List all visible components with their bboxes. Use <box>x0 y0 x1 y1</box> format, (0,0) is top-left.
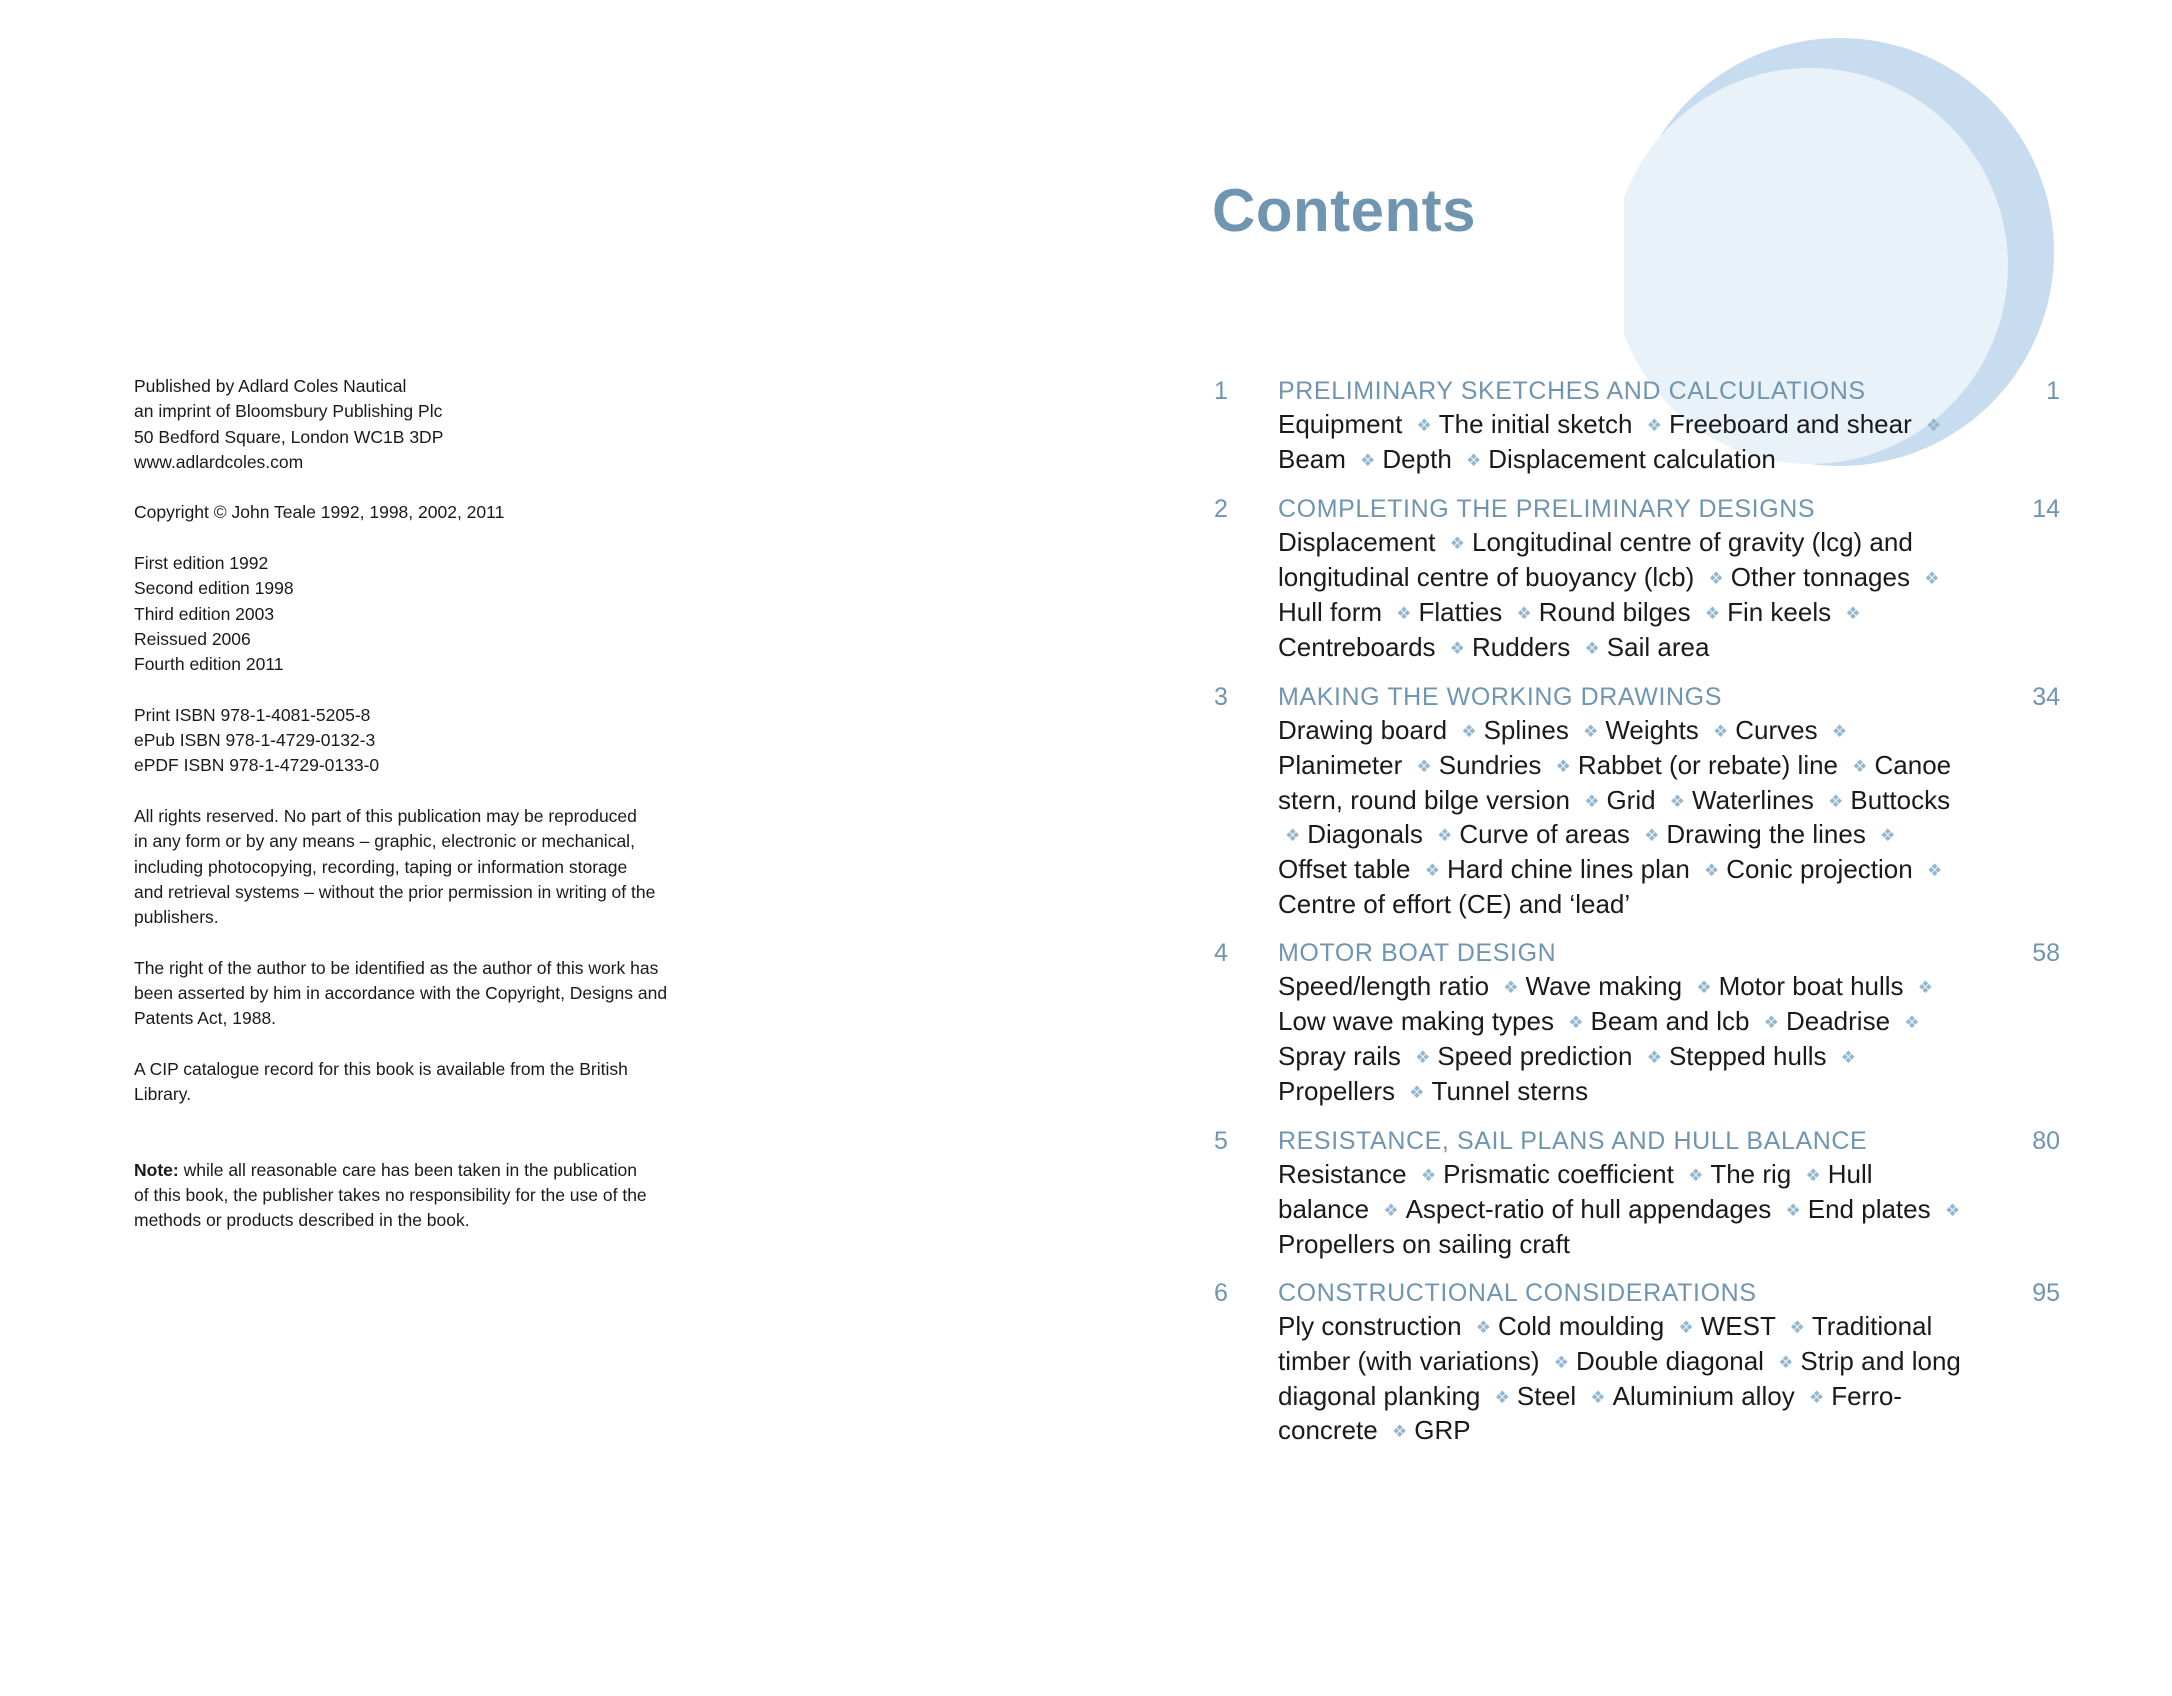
topic-item: Depth <box>1382 443 1452 474</box>
cip-line: Library. <box>134 1084 192 1105</box>
diamond-separator-icon: ❖ <box>1644 826 1660 846</box>
chapter-title[interactable]: RESISTANCE, SAIL PLANS AND HULL BALANCE <box>1278 1127 1868 1156</box>
isbn-line: ePDF ISBN 978-1-4729-0133-0 <box>134 755 380 776</box>
rights-line: in any form or by any means – graphic, electronic or mechanical, <box>134 831 635 852</box>
toc-chapter[interactable] <box>1212 1276 2072 1449</box>
diamond-separator-icon: ❖ <box>1568 1013 1584 1033</box>
diamond-separator-icon: ❖ <box>1416 756 1432 776</box>
isbn-line: ePub ISBN 978-1-4729-0132-3 <box>134 730 376 751</box>
diamond-separator-icon: ❖ <box>1416 416 1432 435</box>
topic-item: Hard chine lines plan <box>1446 854 1690 885</box>
topic-item: Round bilges <box>1538 596 1691 627</box>
chapter-number: 3 <box>1214 683 1228 712</box>
note-first-line <box>134 1158 714 1183</box>
topic-item: Other tonnages <box>1730 562 1910 593</box>
topic-item: Hull form <box>1278 596 1383 627</box>
chapter-number: 5 <box>1214 1127 1228 1156</box>
chapter-topics <box>1278 408 1968 477</box>
diamond-separator-icon: ❖ <box>1924 569 1940 589</box>
topic-item: Speed prediction <box>1437 1040 1633 1071</box>
diamond-separator-icon: ❖ <box>1904 1013 1920 1033</box>
diamond-separator-icon: ❖ <box>1516 603 1532 623</box>
chapter-page-number: 95 <box>2032 1279 2060 1308</box>
publisher-line: Published by Adlard Coles Nautical <box>134 376 407 396</box>
diamond-separator-icon: ❖ <box>1678 1318 1694 1338</box>
topic-item: Sail area <box>1606 631 1710 662</box>
diamond-separator-icon: ❖ <box>1285 826 1301 846</box>
diamond-separator-icon: ❖ <box>1475 1318 1492 1338</box>
topic-item: Resistance <box>1278 1159 1407 1190</box>
topic-item: Conic projection <box>1726 854 1913 885</box>
topic-item: Buttocks <box>1850 784 1951 815</box>
topic-item: Drawing the lines <box>1666 819 1866 850</box>
diamond-separator-icon: ❖ <box>1763 1013 1779 1033</box>
chapter-topics <box>1278 526 1968 665</box>
topic-item: Aluminium alloy <box>1612 1380 1795 1411</box>
diamond-separator-icon: ❖ <box>1840 1047 1856 1067</box>
topic-item: Low wave making types <box>1278 1006 1555 1037</box>
topic-item: Stepped hulls <box>1668 1040 1827 1071</box>
chapter-page-number: 80 <box>2032 1127 2060 1156</box>
diamond-separator-icon: ❖ <box>1461 722 1477 742</box>
diamond-separator-icon: ❖ <box>1503 978 1519 998</box>
publisher-address: 50 Bedford Square, London WC1B 3DP <box>134 426 444 447</box>
topic-item: Strip and long diagonal planking <box>1278 1346 1961 1411</box>
diamond-separator-icon: ❖ <box>1409 1082 1425 1102</box>
topic-item: WEST <box>1700 1311 1776 1342</box>
diamond-separator-icon: ❖ <box>1555 756 1571 776</box>
topic-item: Rudders <box>1472 631 1571 662</box>
imprint-page <box>134 374 714 1259</box>
diamond-separator-icon: ❖ <box>1708 569 1724 589</box>
chapter-page-number: 34 <box>2032 683 2060 712</box>
chapter-page-number: 14 <box>2032 495 2060 524</box>
topic-item: Wave making <box>1525 971 1683 1002</box>
chapter-topics <box>1278 714 1968 921</box>
diamond-separator-icon: ❖ <box>1396 603 1412 623</box>
topic-item: Drawing board <box>1278 715 1448 746</box>
topic-item: Propellers on sailing craft <box>1278 1228 1570 1259</box>
toc-chapter[interactable] <box>1212 680 2072 921</box>
diamond-separator-icon: ❖ <box>1553 1353 1569 1373</box>
edition-line: Fourth edition 2011 <box>134 654 284 675</box>
chapter-page-number: 58 <box>2032 939 2060 968</box>
topic-item: Rabbet (or rebate) line <box>1577 749 1839 780</box>
topic-item: Beam and lcb <box>1590 1006 1750 1037</box>
note-line: of this book, the publisher takes no responsibility for the use of the <box>134 1184 647 1205</box>
diamond-separator-icon: ❖ <box>1360 450 1376 470</box>
diamond-separator-icon: ❖ <box>1383 1200 1399 1220</box>
publisher-block <box>134 374 714 475</box>
edition-line: First edition 1992 <box>134 553 269 574</box>
chapter-title[interactable]: MOTOR BOAT DESIGN <box>1278 939 1557 968</box>
topic-item: Displacement <box>1278 527 1436 558</box>
chapter-topics <box>1278 1310 1968 1449</box>
chapter-number: 2 <box>1214 495 1228 524</box>
note-line: methods or products described in the book. <box>134 1210 470 1231</box>
edition-line: Reissued 2006 <box>134 628 251 649</box>
chapter-number: 4 <box>1214 939 1228 968</box>
diamond-separator-icon: ❖ <box>1845 603 1861 623</box>
rights-line: and retrieval systems – without the prior permission in writing of the <box>134 881 656 902</box>
diamond-separator-icon: ❖ <box>1449 534 1465 554</box>
diamond-separator-icon: ❖ <box>1494 1387 1510 1407</box>
topic-item: Displacement calculation <box>1488 443 1776 474</box>
chapter-page-number: 1 <box>2046 377 2060 405</box>
table-of-contents <box>1212 374 2072 1464</box>
toc-chapter[interactable] <box>1212 374 2072 477</box>
diamond-separator-icon: ❖ <box>1917 978 1934 998</box>
topic-item: Ferro-concrete <box>1278 1380 1902 1446</box>
page-title: Contents <box>1212 177 1476 244</box>
topic-item: Ply construction <box>1278 1311 1462 1342</box>
chapter-title[interactable]: CONSTRUCTIONAL CONSIDERATIONS <box>1278 1279 1757 1308</box>
topic-item: Diagonals <box>1307 819 1423 850</box>
topic-item: Steel <box>1516 1380 1577 1411</box>
topic-item: Weights <box>1605 715 1699 746</box>
diamond-separator-icon: ❖ <box>1415 1047 1431 1067</box>
publisher-website: www.adlardcoles.com <box>134 451 304 472</box>
diamond-separator-icon: ❖ <box>1646 1047 1662 1067</box>
toc-chapter[interactable] <box>1212 1124 2072 1261</box>
copyright-line: Copyright © John Teale 1992, 1998, 2002, 2011 <box>134 502 505 523</box>
topic-item: Offset table <box>1278 854 1411 885</box>
topic-item: The initial sketch <box>1438 409 1633 439</box>
isbn-line: Print ISBN 978-1-4081-5205-8 <box>134 704 371 725</box>
topic-item: Beam <box>1278 443 1346 474</box>
author-right-line: been asserted by him in accordance with the Copyright, Designs and <box>134 983 668 1004</box>
toc-chapter[interactable] <box>1212 492 2072 665</box>
topic-item: Longitudinal centre of gravity (lcg) and longitudinal centre of buoyancy (lcb) <box>1278 527 1913 593</box>
topic-item: Equipment <box>1278 409 1403 439</box>
diamond-separator-icon: ❖ <box>1420 1166 1437 1186</box>
diamond-separator-icon: ❖ <box>1778 1353 1794 1373</box>
diamond-separator-icon: ❖ <box>1449 638 1466 658</box>
diamond-separator-icon: ❖ <box>1704 861 1720 881</box>
topic-item: GRP <box>1414 1415 1471 1446</box>
rights-line: including photocopying, recording, taping or information storage <box>134 856 628 877</box>
note-label: Note: <box>134 1159 179 1180</box>
chapter-title[interactable]: COMPLETING THE PRELIMINARY DESIGNS <box>1278 495 1816 524</box>
chapter-number: 6 <box>1214 1279 1228 1308</box>
topic-item: Propellers <box>1278 1075 1396 1106</box>
topic-item: Spray rails <box>1278 1040 1401 1071</box>
diamond-separator-icon: ❖ <box>1424 861 1440 881</box>
diamond-separator-icon: ❖ <box>1688 1166 1704 1186</box>
topic-item: Aspect-ratio of hull appendages <box>1405 1193 1772 1224</box>
chapter-title[interactable]: MAKING THE WORKING DRAWINGS <box>1278 683 1722 712</box>
diamond-separator-icon: ❖ <box>1713 722 1729 742</box>
diamond-separator-icon: ❖ <box>1437 826 1453 846</box>
topic-item: Motor boat hulls <box>1718 971 1904 1002</box>
topic-item: End plates <box>1807 1193 1931 1224</box>
toc-chapter[interactable] <box>1212 936 2072 1109</box>
diamond-separator-icon: ❖ <box>1852 756 1868 776</box>
diamond-separator-icon: ❖ <box>1669 791 1686 811</box>
diamond-separator-icon: ❖ <box>1704 603 1721 623</box>
topic-item: The rig <box>1710 1159 1792 1190</box>
topic-item: Prismatic coefficient <box>1443 1159 1674 1190</box>
copyright-block <box>134 500 714 525</box>
edition-line: Third edition 2003 <box>134 603 275 624</box>
topic-item: Cold moulding <box>1498 1311 1665 1342</box>
edition-line: Second edition 1998 <box>134 578 294 599</box>
topic-item: Flatties <box>1418 596 1503 627</box>
diamond-separator-icon: ❖ <box>1584 791 1600 811</box>
author-right-line: Patents Act, 1988. <box>134 1008 277 1029</box>
diamond-separator-icon: ❖ <box>1590 1387 1606 1407</box>
diamond-separator-icon: ❖ <box>1789 1318 1805 1338</box>
cip-block <box>134 1057 714 1108</box>
diamond-separator-icon: ❖ <box>1880 826 1896 846</box>
diamond-separator-icon: ❖ <box>1466 450 1482 470</box>
topic-item: Freeboard and shear <box>1668 409 1912 439</box>
topic-item: Sundries <box>1438 749 1542 780</box>
diamond-separator-icon: ❖ <box>1584 638 1600 658</box>
rights-block <box>134 804 714 930</box>
topic-item: Tunnel sterns <box>1431 1075 1589 1106</box>
note-block <box>134 1158 714 1234</box>
topic-item: Fin keels <box>1727 596 1832 627</box>
isbn-block <box>134 703 714 779</box>
chapter-topics <box>1278 1158 1968 1261</box>
rights-line: All rights reserved. No part of this publication may be reproduced <box>134 806 637 827</box>
diamond-separator-icon: ❖ <box>1391 1422 1408 1442</box>
chapter-topics <box>1278 970 1968 1109</box>
author-right-line: The right of the author to be identified as the author of this work has <box>134 957 659 978</box>
topic-item: Deadrise <box>1785 1006 1891 1037</box>
topic-item: Curve of areas <box>1459 819 1630 850</box>
topic-item: Grid <box>1606 784 1656 815</box>
editions-block <box>134 551 714 677</box>
diamond-separator-icon: ❖ <box>1828 791 1844 811</box>
diamond-separator-icon: ❖ <box>1808 1387 1825 1407</box>
topic-item: Hull balance <box>1278 1159 1873 1224</box>
topic-item: Planimeter <box>1278 749 1403 780</box>
topic-item: Centreboards <box>1278 631 1436 662</box>
note-text: while all reasonable care has been taken in the publication <box>178 1159 637 1180</box>
publisher-line: an imprint of Bloomsbury Publishing Plc <box>134 401 443 422</box>
diamond-separator-icon: ❖ <box>1944 1200 1961 1220</box>
cip-line: A CIP catalogue record for this book is available from the British <box>134 1059 628 1080</box>
diamond-separator-icon: ❖ <box>1646 416 1662 435</box>
topic-item: Double diagonal <box>1576 1346 1764 1377</box>
topic-item: Traditional timber (with variations) <box>1278 1311 1933 1377</box>
topic-item: Centre of effort (CE) and ‘lead’ <box>1278 888 1631 919</box>
diamond-separator-icon: ❖ <box>1926 861 1943 881</box>
diamond-separator-icon: ❖ <box>1785 1200 1801 1220</box>
diamond-separator-icon: ❖ <box>1926 416 1942 435</box>
author-right-block <box>134 956 714 1032</box>
topic-item: Canoe stern, round bilge version <box>1278 749 1952 815</box>
chapter-number: 1 <box>1214 377 1228 405</box>
diamond-separator-icon: ❖ <box>1805 1166 1821 1186</box>
diamond-separator-icon: ❖ <box>1831 722 1848 742</box>
topic-item: Waterlines <box>1692 784 1814 815</box>
topic-item: Splines <box>1483 715 1569 746</box>
topic-item: Speed/length ratio <box>1278 971 1490 1002</box>
topic-item: Curves <box>1735 715 1818 746</box>
rights-line: publishers. <box>134 907 219 928</box>
diamond-separator-icon: ❖ <box>1696 978 1712 998</box>
chapter-title[interactable]: PRELIMINARY SKETCHES AND CALCULATIONS <box>1278 377 1866 405</box>
diamond-separator-icon: ❖ <box>1583 722 1599 742</box>
